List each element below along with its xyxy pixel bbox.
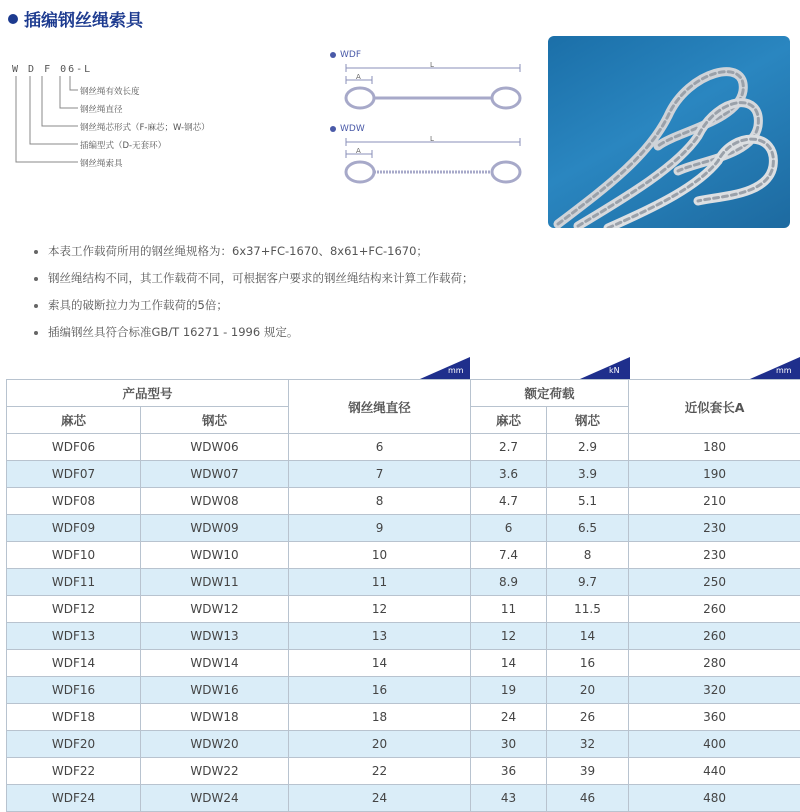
cell-hemp-model: WDF13: [7, 623, 141, 650]
code-label-length: 钢丝绳有效长度: [80, 85, 140, 97]
table-row: [7, 650, 800, 677]
cell-diameter: 22: [289, 758, 471, 785]
cell-diameter: 6: [289, 434, 471, 461]
cell-diameter: 24: [289, 785, 471, 812]
cell-length-a: 230: [629, 515, 800, 542]
header-load-steel: 钢芯: [547, 407, 629, 434]
cell-hemp-model: WDF06: [7, 434, 141, 461]
cell-steel-model: WDW22: [141, 758, 289, 785]
dim-label-a: A: [356, 73, 361, 81]
cell-load-steel: 9.7: [547, 569, 629, 596]
cell-load-hemp: 4.7: [471, 488, 547, 515]
table-row: [7, 704, 800, 731]
note-item: 本表工作载荷所用的钢丝绳规格为：6x37+FC-1670、8x61+FC-1670；: [34, 238, 474, 265]
cell-steel-model: WDW07: [141, 461, 289, 488]
cell-load-hemp: 19: [471, 677, 547, 704]
unit-label-kn: kN: [609, 366, 620, 375]
dim-label-a: A: [356, 147, 361, 155]
cell-load-hemp: 8.9: [471, 569, 547, 596]
cell-length-a: 360: [629, 704, 800, 731]
cell-length-a: 230: [629, 542, 800, 569]
cell-load-hemp: 12: [471, 623, 547, 650]
bullet-dot-icon: [8, 14, 18, 24]
code-label-diameter: 钢丝绳直径: [80, 103, 123, 115]
bullet-icon: [34, 277, 38, 281]
header-load-hemp: 麻芯: [471, 407, 547, 434]
cell-length-a: 180: [629, 434, 800, 461]
spec-table: [6, 379, 800, 812]
cell-steel-model: WDW10: [141, 542, 289, 569]
bullet-icon: [34, 331, 38, 335]
cell-hemp-model: WDF12: [7, 596, 141, 623]
cell-length-a: 280: [629, 650, 800, 677]
cell-diameter: 8: [289, 488, 471, 515]
table-row: [7, 785, 800, 812]
cell-length-a: 250: [629, 569, 800, 596]
wire-rope-loops-image: [548, 36, 790, 228]
cell-hemp-model: WDF11: [7, 569, 141, 596]
cell-steel-model: WDW24: [141, 785, 289, 812]
cell-load-hemp: 43: [471, 785, 547, 812]
cell-length-a: 440: [629, 758, 800, 785]
cell-length-a: 400: [629, 731, 800, 758]
cell-load-steel: 46: [547, 785, 629, 812]
cell-load-hemp: 30: [471, 731, 547, 758]
cell-steel-model: WDW11: [141, 569, 289, 596]
notes-list: [34, 238, 474, 346]
cell-steel-model: WDW06: [141, 434, 289, 461]
bullet-icon: [34, 304, 38, 308]
cell-load-steel: 14: [547, 623, 629, 650]
cell-steel-model: WDW14: [141, 650, 289, 677]
diagram-label-wdf: WDF: [330, 50, 361, 60]
table-row: [7, 542, 800, 569]
cell-length-a: 480: [629, 785, 800, 812]
cell-hemp-model: WDF16: [7, 677, 141, 704]
diagram-label-wdw: WDW: [330, 124, 365, 134]
product-photo: [548, 36, 790, 228]
cell-load-hemp: 6: [471, 515, 547, 542]
code-label-splice: 插编型式（D-无套环）: [80, 139, 166, 151]
cell-hemp-model: WDF20: [7, 731, 141, 758]
table-row: [7, 569, 800, 596]
table-row: [7, 434, 800, 461]
cell-hemp-model: WDF18: [7, 704, 141, 731]
bullet-dot-icon: [330, 52, 336, 58]
cell-load-steel: 16: [547, 650, 629, 677]
cell-load-hemp: 7.4: [471, 542, 547, 569]
table-row: [7, 461, 800, 488]
cell-steel-model: WDW13: [141, 623, 289, 650]
cell-length-a: 190: [629, 461, 800, 488]
cell-length-a: 260: [629, 623, 800, 650]
cell-steel-model: WDW20: [141, 731, 289, 758]
cell-diameter: 13: [289, 623, 471, 650]
cell-load-steel: 3.9: [547, 461, 629, 488]
cell-hemp-model: WDF09: [7, 515, 141, 542]
unit-label-mm-2: mm: [776, 366, 792, 375]
cell-load-steel: 8: [547, 542, 629, 569]
cell-load-steel: 6.5: [547, 515, 629, 542]
note-item: 索具的破断拉力为工作载荷的5倍；: [34, 292, 474, 319]
page-title: [8, 6, 143, 31]
cell-hemp-model: WDF14: [7, 650, 141, 677]
cell-hemp-model: WDF08: [7, 488, 141, 515]
table-row: [7, 731, 800, 758]
spec-table-body: [7, 434, 800, 812]
cell-load-steel: 32: [547, 731, 629, 758]
bullet-icon: [34, 250, 38, 254]
cell-load-steel: 2.9: [547, 434, 629, 461]
model-code: W D F 06-L: [12, 64, 92, 75]
cell-steel-model: WDW16: [141, 677, 289, 704]
dim-label-l: L: [430, 136, 434, 143]
unit-tab-kn: [580, 357, 630, 379]
cell-load-hemp: 36: [471, 758, 547, 785]
cell-diameter: 7: [289, 461, 471, 488]
cell-steel-model: WDW09: [141, 515, 289, 542]
cell-diameter: 16: [289, 677, 471, 704]
cell-diameter: 20: [289, 731, 471, 758]
cell-load-steel: 26: [547, 704, 629, 731]
cell-load-hemp: 2.7: [471, 434, 547, 461]
table-row: [7, 515, 800, 542]
cell-hemp-model: WDF10: [7, 542, 141, 569]
cell-load-steel: 39: [547, 758, 629, 785]
table-row: [7, 677, 800, 704]
cell-load-steel: 5.1: [547, 488, 629, 515]
cell-length-a: 260: [629, 596, 800, 623]
cell-hemp-model: WDF24: [7, 785, 141, 812]
cell-hemp-model: WDF22: [7, 758, 141, 785]
header-length-a: 近似套长A: [629, 380, 800, 434]
header-diameter: 钢丝绳直径: [289, 380, 471, 434]
note-item: 插编钢丝具符合标准GB/T 16271 - 1996 规定。: [34, 319, 474, 346]
cell-steel-model: WDW12: [141, 596, 289, 623]
cell-hemp-model: WDF07: [7, 461, 141, 488]
sling-diagram-wdw: [342, 136, 542, 196]
cell-diameter: 10: [289, 542, 471, 569]
sling-diagram-wdf: [342, 62, 542, 122]
header-rated-load: 额定荷载: [471, 380, 629, 407]
cell-steel-model: WDW18: [141, 704, 289, 731]
table-row: [7, 596, 800, 623]
cell-diameter: 9: [289, 515, 471, 542]
header-hemp-core: 麻芯: [7, 407, 141, 434]
cell-diameter: 11: [289, 569, 471, 596]
code-label-sling: 钢丝绳索具: [80, 157, 123, 169]
bullet-dot-icon: [330, 126, 336, 132]
cell-load-hemp: 11: [471, 596, 547, 623]
cell-length-a: 210: [629, 488, 800, 515]
dim-label-l: L: [430, 62, 434, 69]
cell-load-steel: 11.5: [547, 596, 629, 623]
unit-label-mm: mm: [448, 366, 464, 375]
cell-diameter: 18: [289, 704, 471, 731]
header-product-model: 产品型号: [7, 380, 289, 407]
cell-diameter: 14: [289, 650, 471, 677]
table-row: [7, 488, 800, 515]
cell-load-hemp: 24: [471, 704, 547, 731]
unit-tab-mm-2: [750, 357, 800, 379]
cell-load-hemp: 3.6: [471, 461, 547, 488]
note-item: 钢丝绳结构不同，其工作载荷不同，可根据客户要求的钢丝绳结构来计算工作载荷；: [34, 265, 474, 292]
cell-length-a: 320: [629, 677, 800, 704]
table-row: [7, 758, 800, 785]
code-label-core: 钢丝绳芯形式（F-麻芯；W-钢芯）: [80, 121, 210, 133]
table-row: [7, 623, 800, 650]
header-steel-core: 钢芯: [141, 407, 289, 434]
cell-diameter: 12: [289, 596, 471, 623]
model-code-legend: [8, 64, 268, 184]
cell-steel-model: WDW08: [141, 488, 289, 515]
page-title-text: 插编钢丝绳索具: [24, 6, 143, 31]
cell-load-steel: 20: [547, 677, 629, 704]
cell-load-hemp: 14: [471, 650, 547, 677]
